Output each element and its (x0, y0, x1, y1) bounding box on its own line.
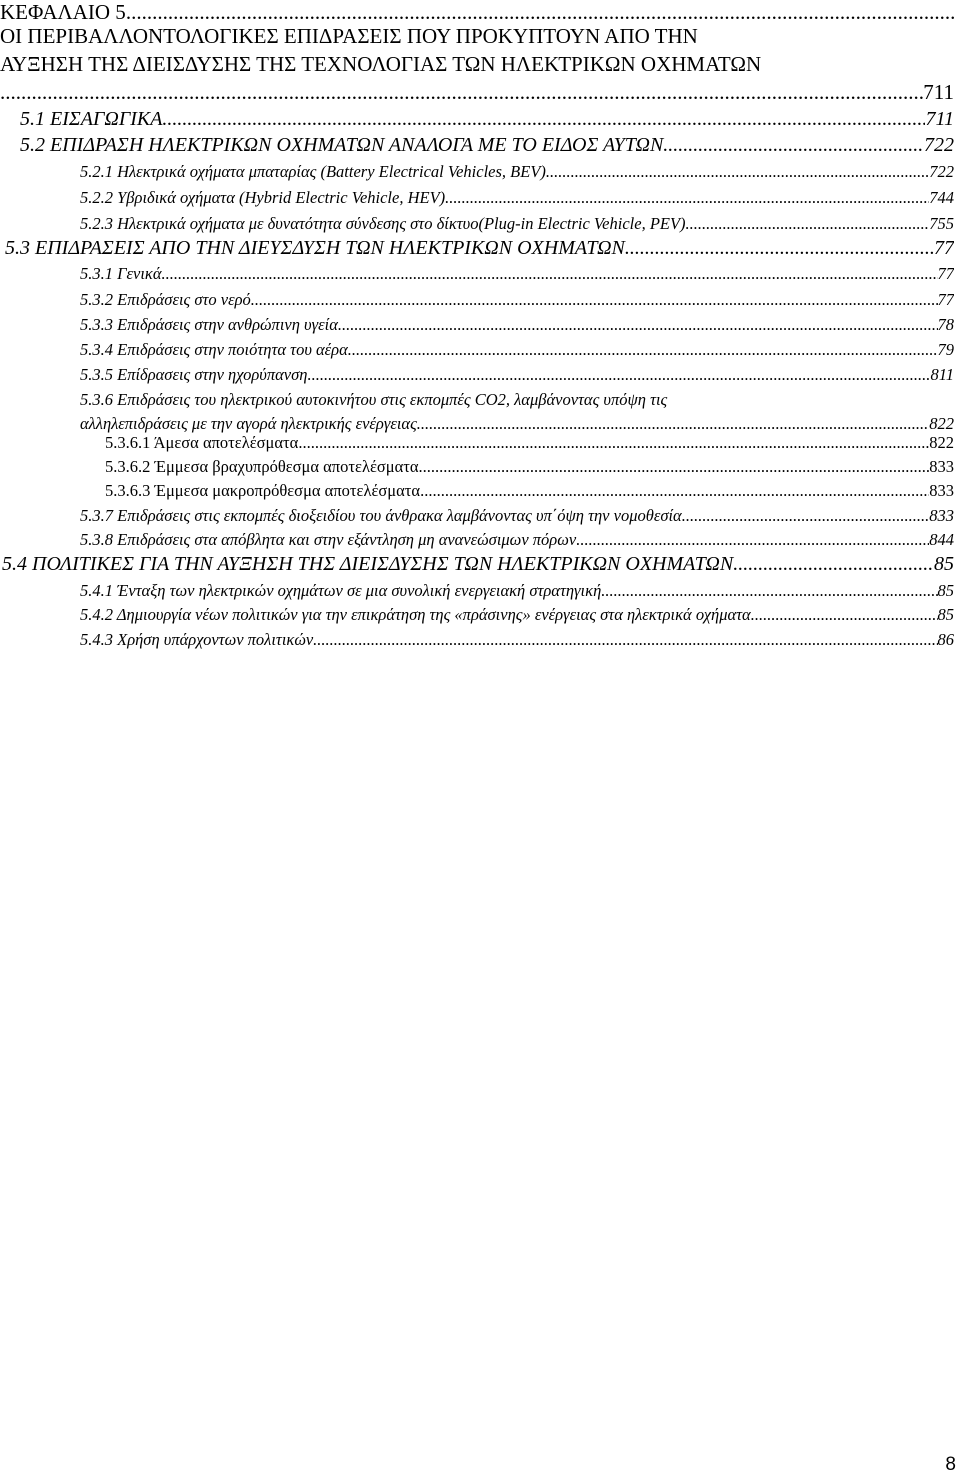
dot-leader (313, 630, 937, 650)
toc-label: 5.2.1 Ηλεκτρικά οχήματα μπαταρίας (Battery Electrical Vehicles, BEV) (80, 162, 546, 181)
toc-entry[interactable] (80, 365, 954, 385)
dot-leader (298, 433, 929, 453)
dot-leader (419, 457, 930, 477)
toc-page: 78 (937, 315, 954, 334)
toc-entry[interactable] (80, 290, 954, 310)
dot-leader (162, 108, 925, 131)
toc-page: 77 (934, 237, 954, 259)
toc-page: 811 (930, 365, 954, 384)
toc-entry[interactable] (80, 581, 954, 601)
toc-label: 5.2 ΕΠΙΔΡΑΣΗ ΗΛΕΚΤΡΙΚΩΝ ΟΧΗΜΑΤΩΝ ΑΝΑΛΟΓΑ ΜΕ ΤΟ ΕΙΔΟΣ ΑΥΤΩΝ (20, 134, 664, 156)
toc-chapter-heading[interactable] (0, 0, 954, 25)
dot-leader (751, 605, 938, 625)
toc-entry[interactable] (105, 457, 954, 477)
toc-label: 5.3.6.1 Άμεσα αποτελέσματα (105, 433, 299, 452)
toc-label: 5.4 ΠΟΛΙΤΙΚΕΣ ΓΙΑ ΤΗΝ ΑΥΞΗΣΗ ΤΗΣ ΔΙΕΙΣΔΥΣΗΣ ΤΩΝ ΗΛΕΚΤΡΙΚΩΝ ΟΧΗΜΑΤΩΝ (2, 553, 734, 575)
dot-leader (307, 365, 930, 385)
toc-entry[interactable] (105, 433, 954, 453)
chapter-title-line2: ΑΥΞΗΣΗ ΤΗΣ ΔΙΕΙΣΔΥΣΗΣ ΤΗΣ ΤΕΧΝΟΛΟΓΙΑΣ ΤΩΝ ΗΛΕΚΤΡΙΚΩΝ ΟΧΗΜΑΤΩΝ (0, 52, 762, 76)
dot-leader (546, 162, 929, 182)
toc-page: 755 (929, 214, 954, 233)
dot-leader (417, 414, 929, 434)
toc-entry[interactable] (80, 506, 954, 526)
toc-entry[interactable] (80, 414, 954, 434)
dot-leader (0, 80, 923, 105)
toc-chapter-page-row[interactable] (0, 80, 954, 105)
toc-page: 711 (923, 80, 954, 104)
toc-label: αλληλεπιδράσεις με την αγορά ηλεκτρικής ενέργειας (80, 414, 417, 433)
toc-label: 5.4.3 Χρήση υπάρχοντων πολιτικών (80, 630, 314, 649)
dot-leader (338, 315, 938, 335)
toc-page: 722 (929, 162, 954, 181)
toc-label: 5.3.8 Επιδράσεις στα απόβλητα και στην εξάντληση μη ανανεώσιμων πόρων (80, 530, 577, 549)
toc-entry[interactable] (80, 188, 954, 208)
toc-page: 86 (937, 630, 954, 649)
toc-entry[interactable] (80, 340, 954, 360)
toc-label: 5.3.6.3 Έμμεσα μακροπρόθεσμα αποτελέσματα (105, 481, 421, 500)
toc-entry[interactable] (20, 134, 954, 157)
toc-page: 822 (929, 414, 954, 433)
toc-label: 5.3.5 Επίδρασεις στην ηχορύπανση (80, 365, 308, 384)
toc-entry-first-line[interactable]: 5.3.6 Επιδράσεις του ηλεκτρικού αυτοκινήτου στις εκπομπές CO2, λαμβάνοντας υπόψη τις (80, 390, 668, 409)
toc-label: 5.3.4 Επιδράσεις στην ποιότητα του αέρα (80, 340, 348, 359)
dot-leader (682, 506, 930, 526)
toc-label: 5.3.1 Γενικά (80, 264, 162, 283)
dot-leader (445, 188, 929, 208)
toc-label: 5.2.2 Υβριδικά οχήματα (Hybrid Electric Vehicle, HEV) (80, 188, 446, 207)
toc-label: 5.4.2 Δημιουργία νέων πολιτικών για την επικράτηση της «πράσινης» ενέργειας στα ηλεκτρικά οχήματα (80, 605, 751, 624)
toc-page: 85 (934, 553, 954, 575)
toc-label: 5.2.3 Ηλεκτρικά οχήματα με δυνατότητα σύνδεσης στο δίκτυο(Plug-in Electric Vehicle, PEV) (80, 214, 686, 233)
toc-entry[interactable] (5, 237, 954, 260)
dot-leader (162, 264, 938, 284)
dot-leader (733, 553, 934, 576)
dot-leader (576, 530, 929, 550)
toc-entry[interactable] (80, 315, 954, 335)
toc-entry[interactable] (80, 530, 954, 550)
toc-label: 5.3 ΕΠΙΔΡΑΣΕΙΣ ΑΠΟ ΤΗΝ ΔΙΕΥΣΔΥΣΗ ΤΩΝ ΗΛΕΚΤΡΙΚΩΝ ΟΧΗΜΑΤΩΝ (5, 237, 625, 259)
toc-entry[interactable] (80, 162, 954, 182)
toc-page: 711 (925, 108, 954, 130)
toc-label: 5.1 ΕΙΣΑΓΩΓΙΚΑ (20, 108, 163, 130)
toc-page: 85 (937, 605, 954, 624)
toc-entry[interactable] (80, 605, 954, 625)
dot-leader (348, 340, 938, 360)
dot-leader (686, 214, 930, 234)
toc-page: 744 (929, 188, 954, 207)
toc-page: 77 (937, 290, 954, 309)
toc-page: 77 (937, 264, 954, 283)
toc-entry[interactable] (80, 214, 954, 234)
toc-page: 844 (929, 530, 954, 549)
dot-leader (625, 237, 934, 260)
toc-page: 85 (937, 581, 954, 600)
dot-leader (663, 134, 924, 157)
toc-entry[interactable] (80, 630, 954, 650)
toc-entry[interactable] (80, 264, 954, 284)
page-number: 8 (945, 1454, 956, 1475)
toc-page: 722 (924, 134, 954, 156)
toc-page: 79 (937, 340, 954, 359)
toc-label: ΚΕΦΑΛΑΙΟ 5 (0, 0, 126, 24)
toc-label: 5.4.1 Ένταξη των ηλεκτρικών οχημάτων σε μια συνολική ενεργειακή στρατηγική (80, 581, 602, 600)
chapter-title-line1: ΟΙ ΠΕΡΙΒΑΛΛΟΝΤΟΛΟΓΙΚΕΣ ΕΠΙΔΡΑΣΕΙΣ ΠΟΥ ΠΡΟΚΥΠΤΟΥΝ ΑΠΟ ΤΗΝ (0, 24, 698, 48)
dot-leader (601, 581, 937, 601)
toc-entry[interactable] (20, 108, 954, 131)
toc-page: 833 (929, 457, 954, 476)
toc-label: 5.3.7 Επιδράσεις στις εκπομπές διοξειδίου του άνθρακα λαμβάνοντας υπ΄όψη την νομοθεσία (80, 506, 682, 525)
toc-entry[interactable] (105, 481, 954, 501)
dot-leader (251, 290, 938, 310)
toc-page: 822 (929, 433, 954, 452)
dot-leader (420, 481, 929, 501)
toc-label: 5.3.6.2 Έμμεσα βραχυπρόθεσμα αποτελέσματα (105, 457, 419, 476)
toc-label: 5.3.3 Επιδράσεις στην ανθρώπινη υγεία (80, 315, 338, 334)
dot-leader (126, 0, 954, 25)
toc-entry[interactable] (2, 553, 954, 576)
toc-page: 833 (929, 506, 954, 525)
toc-label: 5.3.2 Επιδράσεις στο νερό (80, 290, 251, 309)
toc-page: 833 (929, 481, 954, 500)
